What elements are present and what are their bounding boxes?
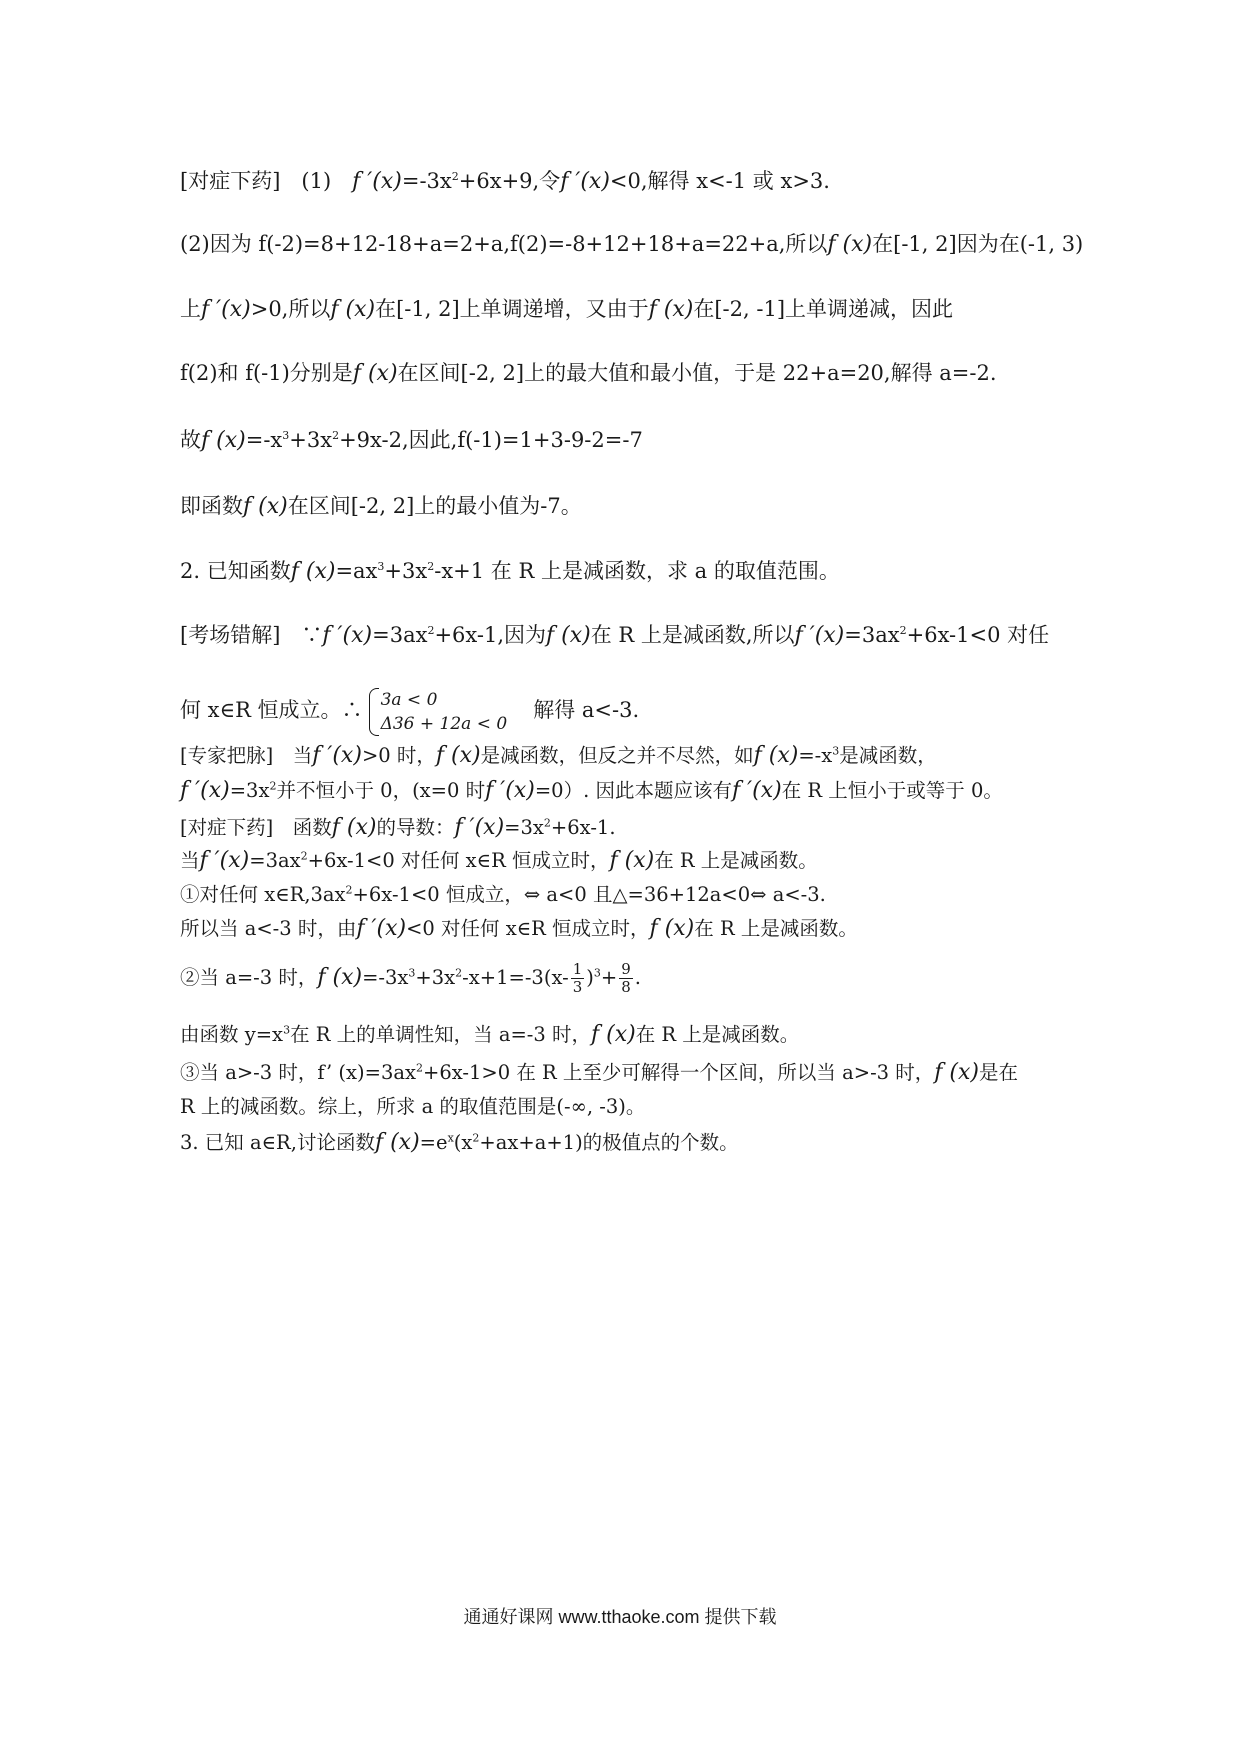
text-line-15 bbox=[180, 914, 1080, 944]
math-fx: f (x) bbox=[331, 815, 377, 840]
text: 并不恒小于 0，(x=0 时 bbox=[276, 779, 486, 802]
text: =-x bbox=[245, 428, 283, 452]
text-line-12 bbox=[180, 813, 1080, 843]
text: 所以当 a<-3 时，由 bbox=[180, 917, 357, 940]
math-fprime: f ′(x) bbox=[560, 169, 610, 194]
text-line-17 bbox=[180, 1020, 1080, 1050]
fraction-nine-eighths bbox=[619, 961, 633, 996]
math-fx: f (x) bbox=[435, 743, 481, 768]
text-line-9 bbox=[180, 682, 1080, 738]
text: =-3x bbox=[362, 966, 409, 989]
math-fprime: f ′(x) bbox=[356, 916, 407, 941]
text: 在 R 上是减函数。 bbox=[635, 1023, 800, 1046]
text: [对症下药] (1) bbox=[180, 169, 353, 193]
text: 在[-2, -1]上单调递减，因此 bbox=[693, 297, 954, 321]
left-brace bbox=[369, 688, 379, 736]
math-fprime: f ′(x) bbox=[794, 623, 845, 648]
exponent: 2 bbox=[451, 170, 459, 183]
text: +3x bbox=[415, 966, 456, 989]
text: <0 对任何 x∈R 恒成立时， bbox=[406, 917, 650, 940]
text: =3x bbox=[504, 816, 544, 839]
text: [对症下药] 函数 bbox=[180, 816, 332, 839]
text: 上 bbox=[180, 297, 201, 321]
text: ②当 a=-3 时， bbox=[180, 966, 318, 989]
exponent: 3 bbox=[282, 429, 290, 442]
exponent: 2 bbox=[332, 429, 340, 442]
text: +6x-1<0 对任何 x∈R 恒成立时， bbox=[307, 849, 610, 872]
text: =ax bbox=[335, 559, 378, 583]
math-fx: f (x) bbox=[648, 297, 694, 322]
text: +6x-1<0 对任 bbox=[906, 623, 1050, 647]
text: 是在 bbox=[979, 1061, 1019, 1084]
text: 在区间[-2, 2]上的最小值为-7。 bbox=[287, 494, 582, 518]
exponent: 2 bbox=[543, 816, 551, 830]
fraction-one-third bbox=[571, 961, 585, 996]
text: >0 时， bbox=[361, 744, 436, 767]
text: =-3x bbox=[401, 169, 452, 193]
text: 在 R 上是减函数。 bbox=[654, 849, 818, 872]
math-fx: f (x) bbox=[201, 428, 246, 453]
exponent: 2 bbox=[416, 1061, 423, 1075]
text: 是减函数， bbox=[839, 744, 937, 767]
page-footer: 通通好课网 www.tthaoke.com 提供下载 bbox=[463, 1607, 777, 1627]
text: =0）. 因此本题应该有 bbox=[534, 779, 732, 802]
text: . bbox=[634, 966, 641, 989]
text: 由函数 y=x bbox=[180, 1023, 284, 1046]
text-line-8 bbox=[180, 620, 1080, 651]
denominator: 8 bbox=[621, 978, 631, 996]
text: +6x+9,令 bbox=[458, 169, 561, 193]
math-fx: f (x) bbox=[330, 297, 376, 322]
exponent: 2 bbox=[427, 624, 435, 637]
math-fx: f (x) bbox=[649, 916, 695, 941]
text-line-14 bbox=[180, 880, 1080, 910]
math-fprime: f ′(x) bbox=[454, 815, 505, 840]
text: =3x bbox=[229, 779, 270, 802]
text: +6x-1. bbox=[550, 816, 616, 839]
exponent: 2 bbox=[427, 560, 435, 573]
text: +6x-1<0 恒成立，⇔ a<0 且△=36+12a<0⇔ a<-3. bbox=[352, 883, 826, 906]
exponent: 2 bbox=[269, 779, 277, 793]
exponent: 3 bbox=[377, 560, 385, 573]
math-fx: f (x) bbox=[290, 559, 336, 584]
text: +6x-1>0 在 R 上至少可解得一个区间，所以当 a>-3 时， bbox=[423, 1061, 935, 1084]
math-fx: f (x) bbox=[827, 232, 873, 257]
text: [考场错解] ∵ bbox=[180, 623, 323, 647]
math-fx: f (x) bbox=[609, 848, 655, 873]
text-line-19 bbox=[180, 1092, 1080, 1122]
text: 在 R 上是减函数。 bbox=[694, 917, 858, 940]
math-fx: f (x) bbox=[352, 361, 398, 386]
text: -x+1 在 R 上是减函数，求 a 的取值范围。 bbox=[434, 559, 840, 583]
text: ) bbox=[586, 966, 594, 989]
exponent: 3 bbox=[408, 966, 416, 980]
text: (2)因为 f(-2)=8+12-18+a=2+a,f(2)=-8+12+18+a=22+a,所以 bbox=[180, 232, 828, 256]
math-fprime: f ′(x) bbox=[732, 778, 782, 803]
math-fprime: f ′(x) bbox=[322, 623, 373, 648]
text-line-5 bbox=[180, 425, 1080, 456]
text-line-13 bbox=[180, 846, 1080, 876]
text: >0,所以 bbox=[250, 297, 331, 321]
system-row: 3a < 0 bbox=[380, 689, 438, 710]
math-fprime: f ′(x) bbox=[199, 848, 250, 873]
math-fx: f (x) bbox=[934, 1060, 979, 1085]
text: 即函数 bbox=[180, 494, 243, 518]
text: 解得 a<-3. bbox=[533, 698, 640, 722]
text: =3ax bbox=[844, 623, 900, 647]
text: 何 x∈R 恒成立。∴ bbox=[180, 698, 363, 722]
text: 当 bbox=[180, 849, 200, 872]
text: =e bbox=[419, 1131, 448, 1154]
text-line-6 bbox=[180, 491, 1080, 522]
math-fx: f (x) bbox=[546, 623, 591, 648]
text: +ax+a+1)的极值点的个数。 bbox=[479, 1131, 739, 1154]
text-line-16 bbox=[180, 958, 1080, 998]
text: (x bbox=[453, 1131, 473, 1154]
text: =-x bbox=[798, 744, 833, 767]
text: + bbox=[600, 966, 618, 989]
system-row: Δ36 + 12a < 0 bbox=[380, 713, 508, 734]
exponent: 2 bbox=[472, 1131, 480, 1145]
exponent: 2 bbox=[899, 624, 907, 637]
text: R 上的减函数。综上，所求 a 的取值范围是(-∞, -3)。 bbox=[180, 1095, 646, 1118]
math-fx: f (x) bbox=[374, 1130, 420, 1155]
math-fx: f (x) bbox=[243, 494, 288, 519]
numerator: 9 bbox=[621, 960, 631, 978]
numerator: 1 bbox=[572, 960, 583, 978]
text: =3ax bbox=[372, 623, 428, 647]
text: +6x-1,因为 bbox=[434, 623, 546, 647]
exponent: 3 bbox=[283, 1023, 291, 1037]
exponent: 2 bbox=[345, 883, 353, 897]
text-line-4 bbox=[180, 358, 1080, 389]
text-line-18 bbox=[180, 1058, 1080, 1088]
text: ①对任何 x∈R,3ax bbox=[180, 883, 346, 906]
text: +3x bbox=[289, 428, 333, 452]
text: <0,解得 x<-1 或 x>3. bbox=[609, 169, 830, 193]
exponent: 2 bbox=[300, 849, 308, 863]
text: -x+1=-3(x- bbox=[462, 966, 569, 989]
math-fprime: f ′(x) bbox=[180, 778, 230, 803]
text: 故 bbox=[180, 428, 201, 452]
text: [专家把脉] 当 bbox=[180, 744, 313, 767]
denominator: 3 bbox=[572, 978, 583, 996]
text-line-3 bbox=[180, 294, 1080, 325]
text: 3. 已知 a∈R,讨论函数 bbox=[180, 1131, 375, 1154]
text-line-11 bbox=[180, 776, 1080, 806]
text: 的导数： bbox=[376, 816, 455, 839]
text: =3ax bbox=[249, 849, 301, 872]
text: +9x-2,因此,f(-1)=1+3-9-2=-7 bbox=[339, 428, 643, 452]
exponent: 2 bbox=[455, 966, 463, 980]
text: 在 R 上的单调性知，当 a=-3 时， bbox=[290, 1023, 591, 1046]
inequality-system bbox=[369, 688, 508, 736]
exponent: 3 bbox=[832, 744, 840, 758]
math-fprime: f ′(x) bbox=[201, 297, 251, 322]
text: f(2)和 f(-1)分别是 bbox=[180, 361, 353, 385]
text: 在区间[-2, 2]上的最大值和最小值，于是 22+a=20,解得 a=-2. bbox=[397, 361, 997, 385]
text: ③当 a>-3 时，f’ (x)=3ax bbox=[180, 1061, 416, 1084]
text-line-2 bbox=[180, 229, 1084, 260]
math-fx: f (x) bbox=[591, 1022, 636, 1047]
text-line-10 bbox=[180, 741, 1080, 771]
math-fx: f (x) bbox=[317, 965, 363, 990]
exponent: x bbox=[447, 1131, 454, 1145]
question-3 bbox=[180, 1128, 1080, 1158]
math-fprime: f ′(x) bbox=[485, 778, 535, 803]
exponent: 3 bbox=[593, 966, 601, 980]
question-2 bbox=[180, 556, 1080, 587]
text-line-1 bbox=[180, 166, 1080, 197]
text: 在 R 上是减函数,所以 bbox=[590, 623, 795, 647]
text: 2. 已知函数 bbox=[180, 559, 291, 583]
text: +3x bbox=[384, 559, 428, 583]
text: 在[-1, 2]上单调递增，又由于 bbox=[375, 297, 649, 321]
math-fx: f (x) bbox=[753, 743, 799, 768]
math-fprime: f ′(x) bbox=[312, 743, 362, 768]
math-fprime: f ′(x) bbox=[352, 169, 402, 194]
text: 在 R 上恒小于或等于 0。 bbox=[781, 779, 1003, 802]
text: 在[-1, 2]因为在(-1, 3) bbox=[872, 232, 1084, 256]
text: 是减函数，但反之并不尽然，如 bbox=[480, 744, 754, 767]
